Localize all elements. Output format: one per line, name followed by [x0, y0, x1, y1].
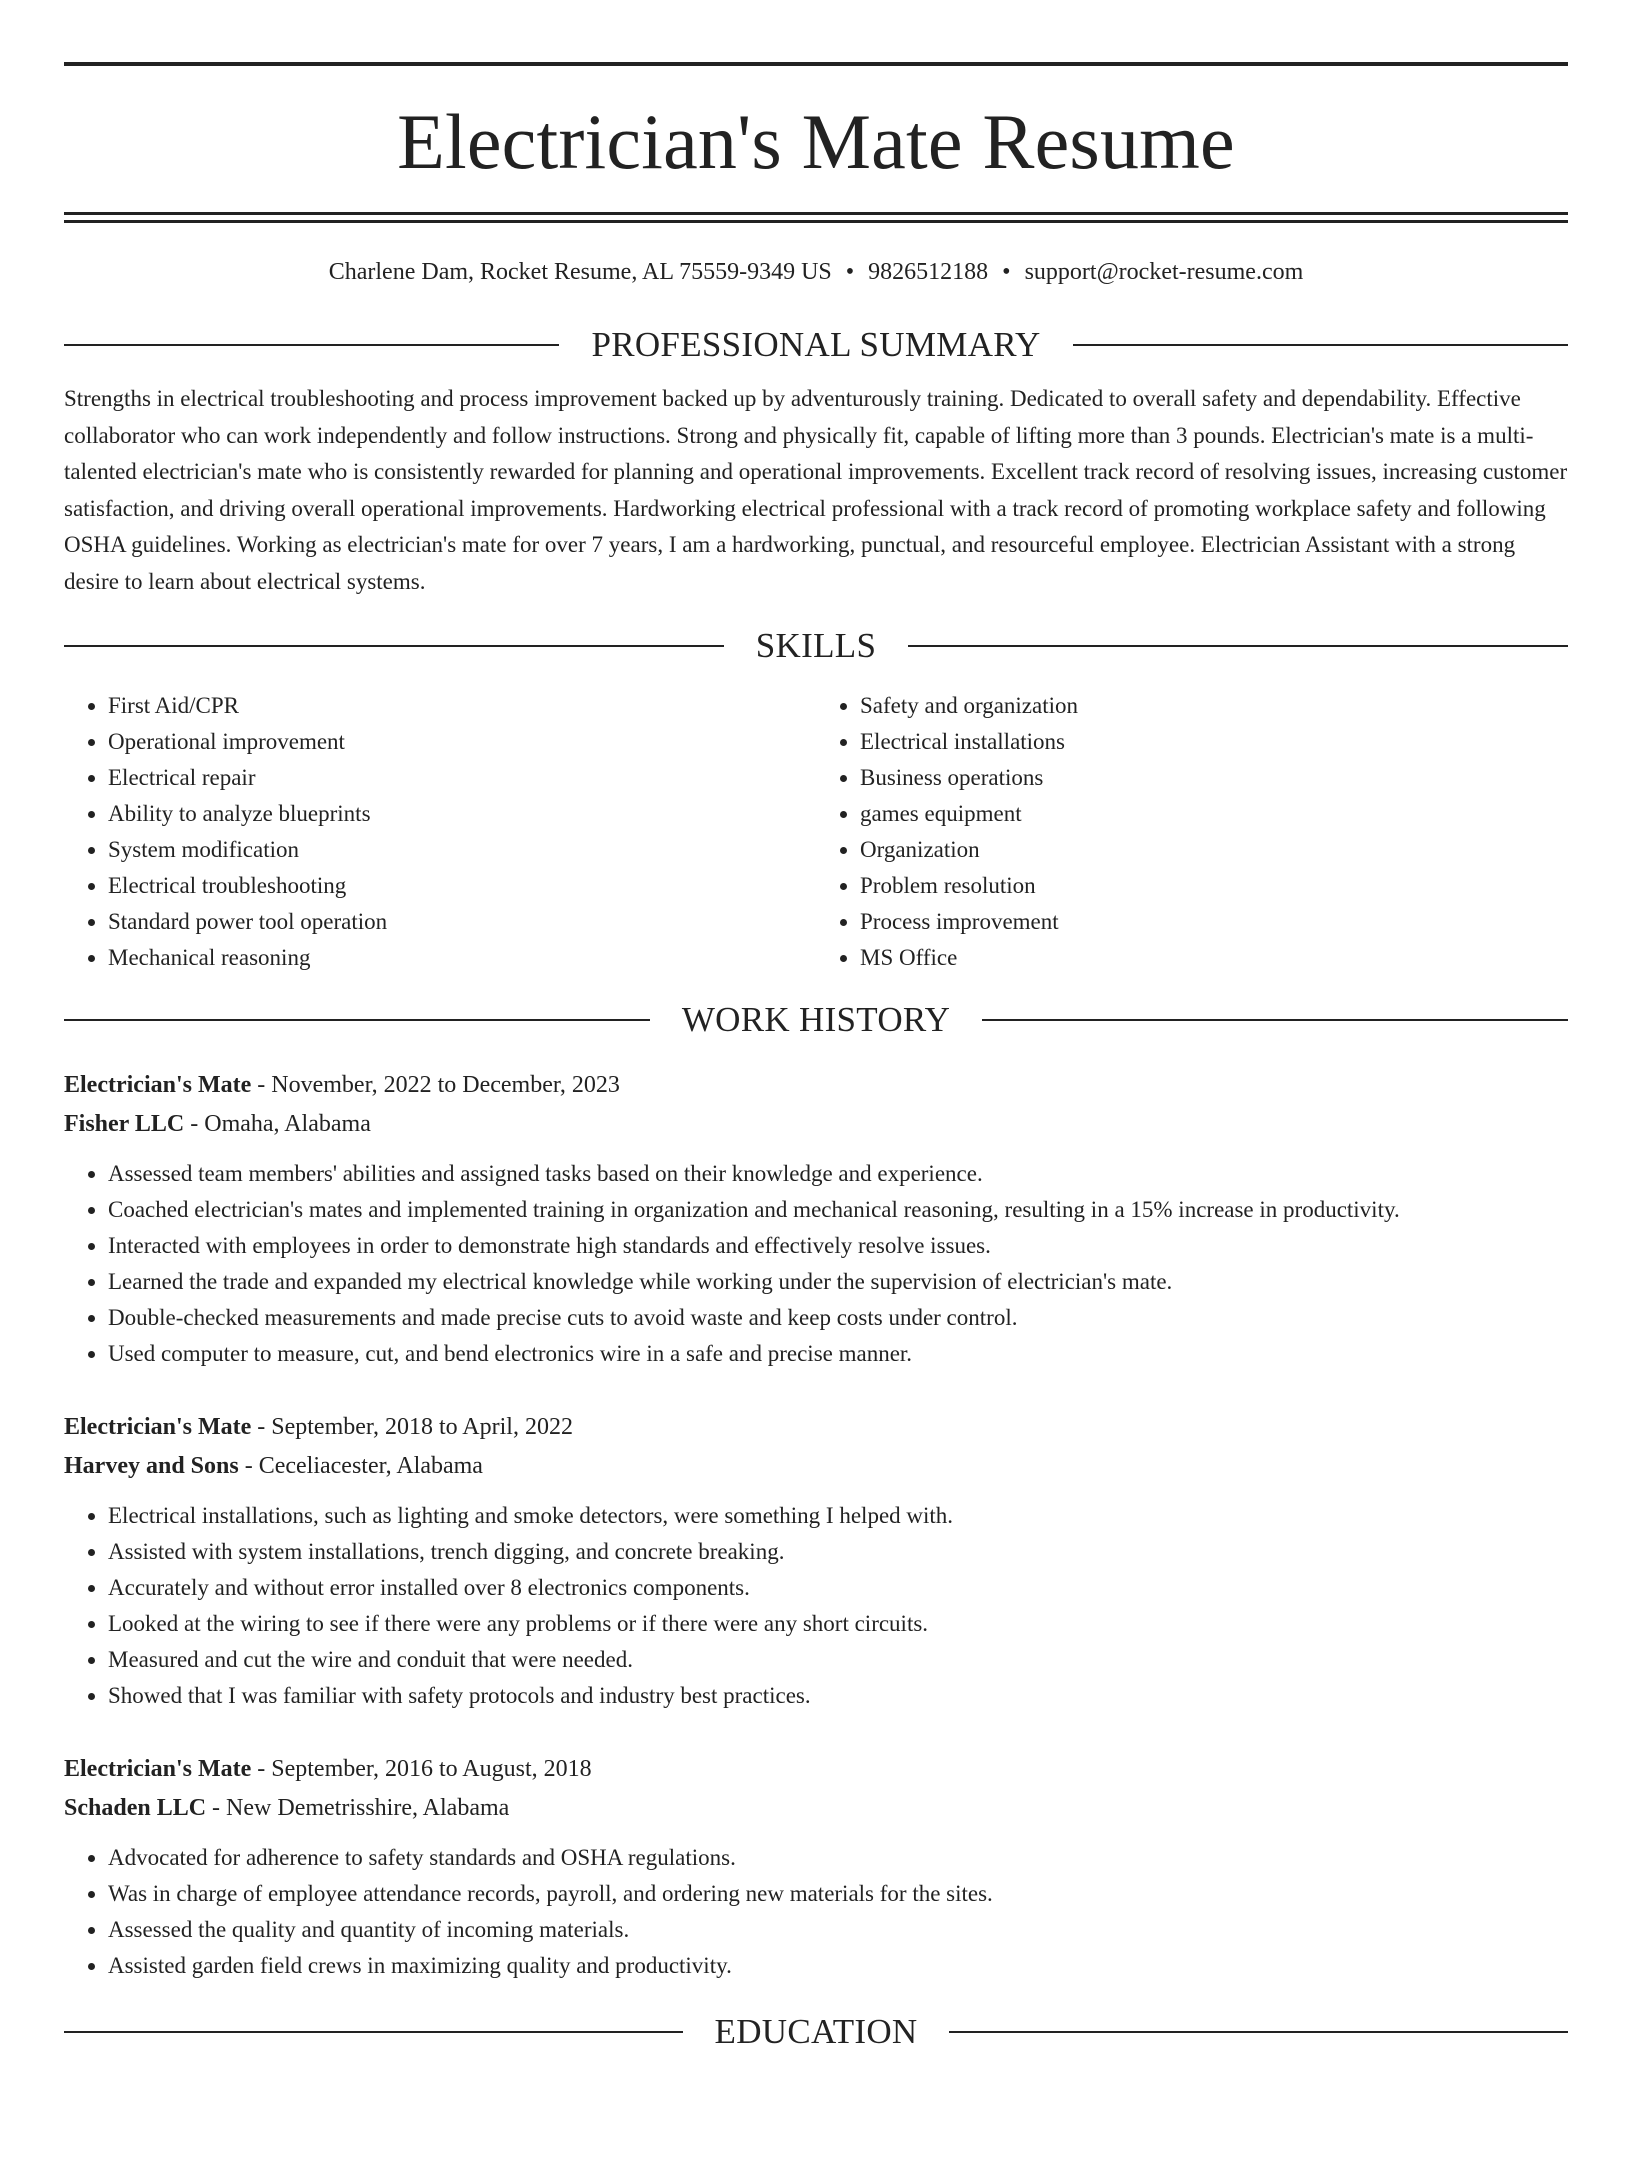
- skill-item: • Process improvement: [860, 904, 1568, 940]
- job-dates: September, 2018 to April, 2022: [271, 1414, 573, 1440]
- job-entry: [64, 1750, 1568, 1984]
- job-bullet: • Was in charge of employee attendance records, payroll, and ordering new materials for the sites.: [108, 1876, 1568, 1912]
- job-bullet: • Accurately and without error installed over 8 electronics components.: [108, 1570, 1568, 1606]
- job-bullets: [64, 1156, 1568, 1372]
- job-bullet: • Assessed the quality and quantity of incoming materials.: [108, 1912, 1568, 1948]
- job-entry: [64, 1066, 1568, 1372]
- top-rule: [64, 62, 1568, 66]
- job-bullet: • Assisted garden field crews in maximizing quality and productivity.: [108, 1948, 1568, 1984]
- skills-list: [64, 688, 1568, 976]
- skill-item: • System modification: [108, 832, 816, 868]
- section-title-summary: PROFESSIONAL SUMMARY: [591, 325, 1041, 364]
- job-bullet: • Showed that I was familiar with safety protocols and industry best practices.: [108, 1678, 1568, 1714]
- dash: -: [244, 1453, 253, 1479]
- job-location: New Demetrisshire, Alabama: [226, 1795, 510, 1821]
- dash: -: [257, 1072, 266, 1098]
- skill-item: • Electrical repair: [108, 760, 816, 796]
- job-bullet: • Assessed team members' abilities and assigned tasks based on their knowledge and experience.: [108, 1156, 1568, 1192]
- dash: -: [212, 1795, 221, 1821]
- job-bullet: • Advocated for adherence to safety standards and OSHA regulations.: [108, 1840, 1568, 1876]
- job-company-line: [64, 1447, 1568, 1486]
- skill-item: • Electrical installations: [860, 724, 1568, 760]
- job-company: Schaden LLC: [64, 1795, 207, 1821]
- contact-separator: •: [845, 259, 855, 285]
- skill-item: • Electrical troubleshooting: [108, 868, 816, 904]
- skill-item: • Business operations: [860, 760, 1568, 796]
- title-double-rule: [64, 212, 1568, 223]
- job-bullet: • Coached electrician's mates and implemented training in organization and mechanical reasoning, resulting in a 15% increase in productivity.: [108, 1192, 1568, 1228]
- job-bullets: [64, 1498, 1568, 1714]
- contact-line: [64, 257, 1568, 287]
- contact-separator: •: [1002, 259, 1011, 285]
- skill-item: • Problem resolution: [860, 868, 1568, 904]
- skill-item: • MS Office: [860, 940, 1568, 976]
- section-title-work-history: WORK HISTORY: [681, 1000, 951, 1039]
- divider-line: [64, 2031, 683, 2033]
- divider-line: [908, 645, 1568, 647]
- professional-summary-text: Strengths in electrical troubleshooting and process improvement backed up by adventurously training. Dedicated to overall safety and dependability. Effective collaborator who can work independently and follow instructions. Strong and physically fit, capable of lifting more than 3 pounds. Electrician's mate is a multi-talented electrician's mate who is consistently rewarded for planning and operational improvements. Excellent track record of resolving issues, increasing customer satisfaction, and driving overall operational improvements. Hardworking electrical professional with a track record of promoting workplace safety and following OSHA guidelines. Working as electrician's mate for over 7 years, I am a hardworking, punctual, and resourceful employee. Electrician Assistant with a strong desire to learn about electrical systems.: [64, 386, 1568, 594]
- contact-phone: 9826512188: [868, 259, 989, 285]
- divider-line: [64, 344, 559, 346]
- skills-column-right: [816, 688, 1568, 976]
- job-bullets: [64, 1840, 1568, 1984]
- job-bullet: • Assisted with system installations, trench digging, and concrete breaking.: [108, 1534, 1568, 1570]
- section-title-education: EDUCATION: [714, 2012, 918, 2051]
- section-title-skills: SKILLS: [755, 626, 877, 665]
- job-location: Omaha, Alabama: [204, 1111, 371, 1137]
- job-title-line: [64, 1066, 1568, 1105]
- job-company-line: [64, 1789, 1568, 1828]
- contact-email: support@rocket-resume.com: [1024, 259, 1304, 285]
- skill-item: • First Aid/CPR: [108, 688, 816, 724]
- divider-line: [64, 645, 724, 647]
- job-company: Fisher LLC: [64, 1111, 185, 1137]
- skill-item: • Safety and organization: [860, 688, 1568, 724]
- dash: -: [190, 1111, 199, 1137]
- resume-page: [0, 62, 1632, 2174]
- job-dates: September, 2016 to August, 2018: [271, 1756, 592, 1782]
- skill-item: • Organization: [860, 832, 1568, 868]
- divider-line: [64, 1019, 650, 1021]
- job-title: Electrician's Mate: [64, 1756, 252, 1782]
- section-header-skills: [64, 626, 1568, 666]
- section-header-work-history: [64, 1000, 1568, 1040]
- job-bullet: • Learned the trade and expanded my electrical knowledge while working under the supervision of electrician's mate.: [108, 1264, 1568, 1300]
- job-title: Electrician's Mate: [64, 1414, 252, 1440]
- contact-address: Charlene Dam, Rocket Resume, AL 75559-9349 US: [328, 259, 832, 285]
- job-bullet: • Electrical installations, such as lighting and smoke detectors, were something I helped with.: [108, 1498, 1568, 1534]
- skill-item: • Ability to analyze blueprints: [108, 796, 816, 832]
- dash: -: [257, 1414, 266, 1440]
- job-bullet: • Measured and cut the wire and conduit that were needed.: [108, 1642, 1568, 1678]
- job-bullet: • Interacted with employees in order to demonstrate high standards and effectively resolve issues.: [108, 1228, 1568, 1264]
- divider-line: [1073, 344, 1568, 346]
- job-title-line: [64, 1408, 1568, 1447]
- job-dates: November, 2022 to December, 2023: [271, 1072, 620, 1098]
- skill-item: • games equipment: [860, 796, 1568, 832]
- resume-title: Electrician's Mate Resume: [397, 98, 1235, 185]
- section-header-education: [64, 2012, 1568, 2052]
- skills-column-left: [64, 688, 816, 976]
- job-bullet: • Used computer to measure, cut, and bend electronics wire in a safe and precise manner.: [108, 1336, 1568, 1372]
- job-title-line: [64, 1750, 1568, 1789]
- job-location: Ceceliacester, Alabama: [258, 1453, 483, 1479]
- job-bullet: • Double-checked measurements and made precise cuts to avoid waste and keep costs under control.: [108, 1300, 1568, 1336]
- job-title: Electrician's Mate: [64, 1072, 252, 1098]
- skill-item: • Standard power tool operation: [108, 904, 816, 940]
- job-entry: [64, 1408, 1568, 1714]
- job-company-line: [64, 1105, 1568, 1144]
- dash: -: [257, 1756, 266, 1782]
- divider-line: [982, 1019, 1568, 1021]
- divider-line: [949, 2031, 1568, 2033]
- skill-item: • Operational improvement: [108, 724, 816, 760]
- job-bullet: • Looked at the wiring to see if there were any problems or if there were any short circuits.: [108, 1606, 1568, 1642]
- section-header-summary: [64, 325, 1568, 365]
- skill-item: • Mechanical reasoning: [108, 940, 816, 976]
- job-company: Harvey and Sons: [64, 1453, 239, 1479]
